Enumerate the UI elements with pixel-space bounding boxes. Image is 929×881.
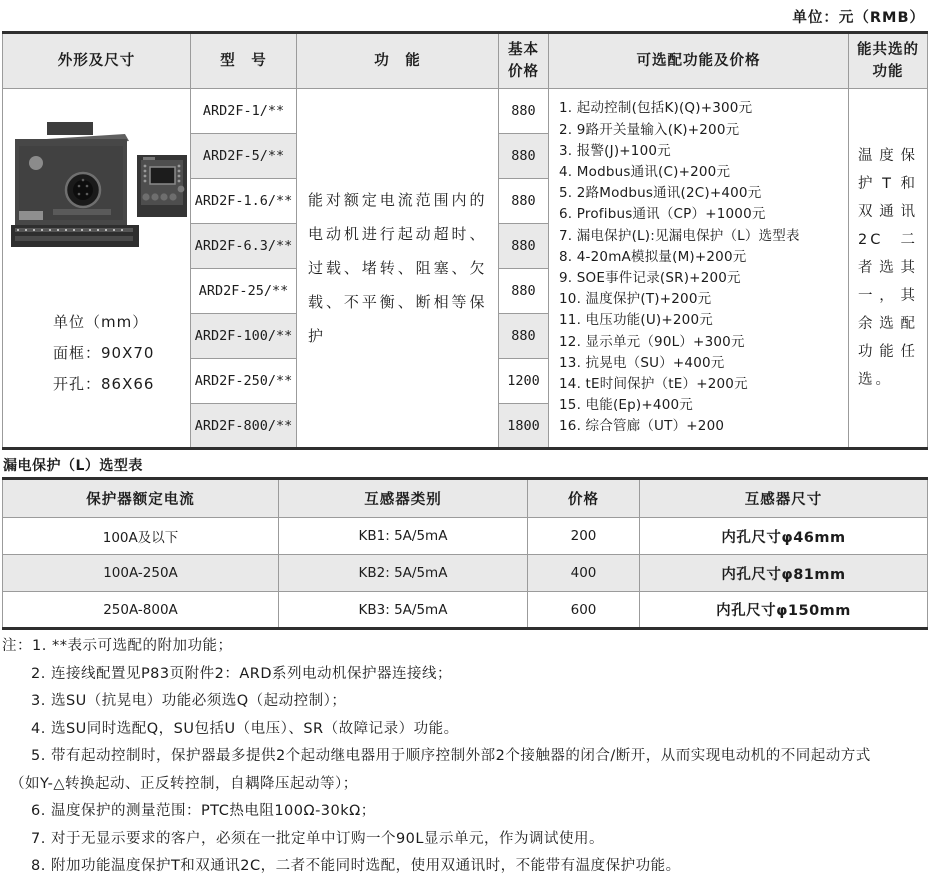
col-header-ct-size: 互感器尺寸 xyxy=(640,479,928,518)
price-cell: 880 xyxy=(499,179,549,224)
col-header-co-select: 能共选的功能 xyxy=(849,33,928,89)
device-top-rail xyxy=(47,122,93,135)
main-table-header-row xyxy=(3,33,928,89)
option-item: 1. 起动控制(包括K)(Q)+300元 xyxy=(559,100,753,117)
note-line: 5. 带有起动控制时，保护器最多提供2个起动继电器用于顺序控制外部2个接触器的闭合/断开，从而实现电动机的不同起动方式 xyxy=(31,748,871,764)
ct-size-cell: 内孔尺寸φ46mm xyxy=(640,518,928,555)
option-item: 4. Modbus通讯(C)+200元 xyxy=(559,163,731,180)
col-header-function: 功 能 xyxy=(297,33,499,89)
leakage-selection-table xyxy=(2,477,928,630)
ct-type-cell: KB3: 5A/5mA xyxy=(279,592,528,629)
option-item: 5. 2路Modbus通讯(2C)+400元 xyxy=(559,185,762,202)
option-item: 13. 抗晃电（SU）+400元 xyxy=(559,354,725,371)
rated-current-cell: 100A及以下 xyxy=(3,518,279,555)
option-item: 16. 综合管廊（UT）+200 xyxy=(559,418,725,435)
note-line: （如Y-△转换起动、正反转控制，自耦降压起动等）； xyxy=(10,775,358,792)
option-item: 12. 显示单元（90L）+300元 xyxy=(559,333,745,350)
rated-current-cell: 100A-250A xyxy=(3,555,279,592)
table-row xyxy=(3,89,928,134)
leakage-header-row xyxy=(3,479,928,518)
appearance-cell xyxy=(3,89,191,449)
price-cell: 880 xyxy=(499,134,549,179)
price-cell: 200 xyxy=(528,518,640,555)
product-photo xyxy=(3,119,190,255)
dimensions-text xyxy=(53,307,190,400)
options-cell xyxy=(549,89,849,449)
notes-section xyxy=(2,633,927,881)
unit-label: 单位：元（RMB） xyxy=(792,10,925,26)
model-cell: ARD2F-5/** xyxy=(191,134,297,179)
co-select-cell: 温度保护T和双通讯2C二者选其一，其余选配功能任选。 xyxy=(849,89,928,449)
col-header-rated-current: 保护器额定电流 xyxy=(3,479,279,518)
option-item: 2. 9路开关量输入(K)+200元 xyxy=(559,121,740,138)
dims-frame: 面框：90X70 xyxy=(53,344,155,362)
model-cell: ARD2F-250/** xyxy=(191,359,297,404)
option-item: 9. SOE事件记录(SR)+200元 xyxy=(559,270,741,286)
note-line: 4. 选SU同时选配Q，SU包括U（电压）、SR（故障记录）功能。 xyxy=(31,720,459,737)
rated-current-cell: 250A-800A xyxy=(3,592,279,629)
note-line: 2. 连接线配置见P83页附件2：ARD系列电动机保护器连接线； xyxy=(31,665,453,682)
price-cell: 600 xyxy=(528,592,640,629)
model-cell: ARD2F-25/** xyxy=(191,269,297,314)
col-header-base-price: 基本价格 xyxy=(499,33,549,89)
price-cell: 880 xyxy=(499,269,549,314)
ct-type-cell: KB1: 5A/5mA xyxy=(279,518,528,555)
ct-size-cell: 内孔尺寸φ150mm xyxy=(640,592,928,629)
function-cell: 能对额定电流范围内的电动机进行起动超时、过载、堵转、阻塞、欠载、不平衡、断相等保护 xyxy=(297,89,499,449)
price-cell: 880 xyxy=(499,314,549,359)
option-item: 10. 温度保护(T)+200元 xyxy=(559,291,712,308)
model-cell: ARD2F-1/** xyxy=(191,89,297,134)
note-line: 6. 温度保护的测量范围：PTC热电阻100Ω-30kΩ； xyxy=(31,803,376,819)
col-header-ct-type: 互感器类别 xyxy=(279,479,528,518)
table-row xyxy=(3,592,928,629)
price-cell: 1200 xyxy=(499,359,549,404)
note-line: 注：1. **表示可选配的附加功能； xyxy=(2,638,233,654)
note-line: 3. 选SU（抗晃电）功能必须选Q（起动控制）； xyxy=(31,693,347,709)
product-price-table xyxy=(2,31,928,450)
option-item: 6. Profibus通讯（CP）+1000元 xyxy=(559,206,766,223)
leakage-table-title: 漏电保护（L）选型表 xyxy=(3,458,143,474)
option-item: 7. 漏电保护(L):见漏电保护（L）选型表 xyxy=(559,227,800,244)
col-header-options: 可选配功能及价格 xyxy=(549,33,849,89)
option-item: 11. 电压功能(U)+200元 xyxy=(559,312,713,329)
table-row xyxy=(3,555,928,592)
option-item: 8. 4-20mA模拟量(M)+200元 xyxy=(559,248,747,265)
col-header-model: 型 号 xyxy=(191,33,297,89)
note-line: 7. 对于无显示要求的客户，必须在一批定单中订购一个90L显示单元，作为调试使用。 xyxy=(31,830,604,847)
note-line: 8. 附加功能温度保护T和双通讯2C，二者不能同时选配，使用双通讯时，不能带有温度保护功能。 xyxy=(31,858,681,874)
table-row xyxy=(3,518,928,555)
model-cell: ARD2F-800/** xyxy=(191,404,297,449)
option-item: 14. tE时间保护（tE）+200元 xyxy=(559,376,748,393)
ct-type-cell: KB2: 5A/5mA xyxy=(279,555,528,592)
model-cell: ARD2F-6.3/** xyxy=(191,224,297,269)
price-cell: 880 xyxy=(499,224,549,269)
option-item: 15. 电能(Ep)+400元 xyxy=(559,397,693,414)
col-header-appearance: 外形及尺寸 xyxy=(3,33,191,89)
price-cell: 880 xyxy=(499,89,549,134)
ct-size-cell: 内孔尺寸φ81mm xyxy=(640,555,928,592)
model-cell: ARD2F-100/** xyxy=(191,314,297,359)
model-cell: ARD2F-1.6/** xyxy=(191,179,297,224)
option-item: 3. 报警(J)+100元 xyxy=(559,142,671,159)
price-cell: 1800 xyxy=(499,404,549,449)
price-cell: 400 xyxy=(528,555,640,592)
col-header-price: 价格 xyxy=(528,479,640,518)
dims-cutout: 开孔：86X66 xyxy=(53,375,155,393)
dims-unit: 单位（mm） xyxy=(53,313,149,331)
